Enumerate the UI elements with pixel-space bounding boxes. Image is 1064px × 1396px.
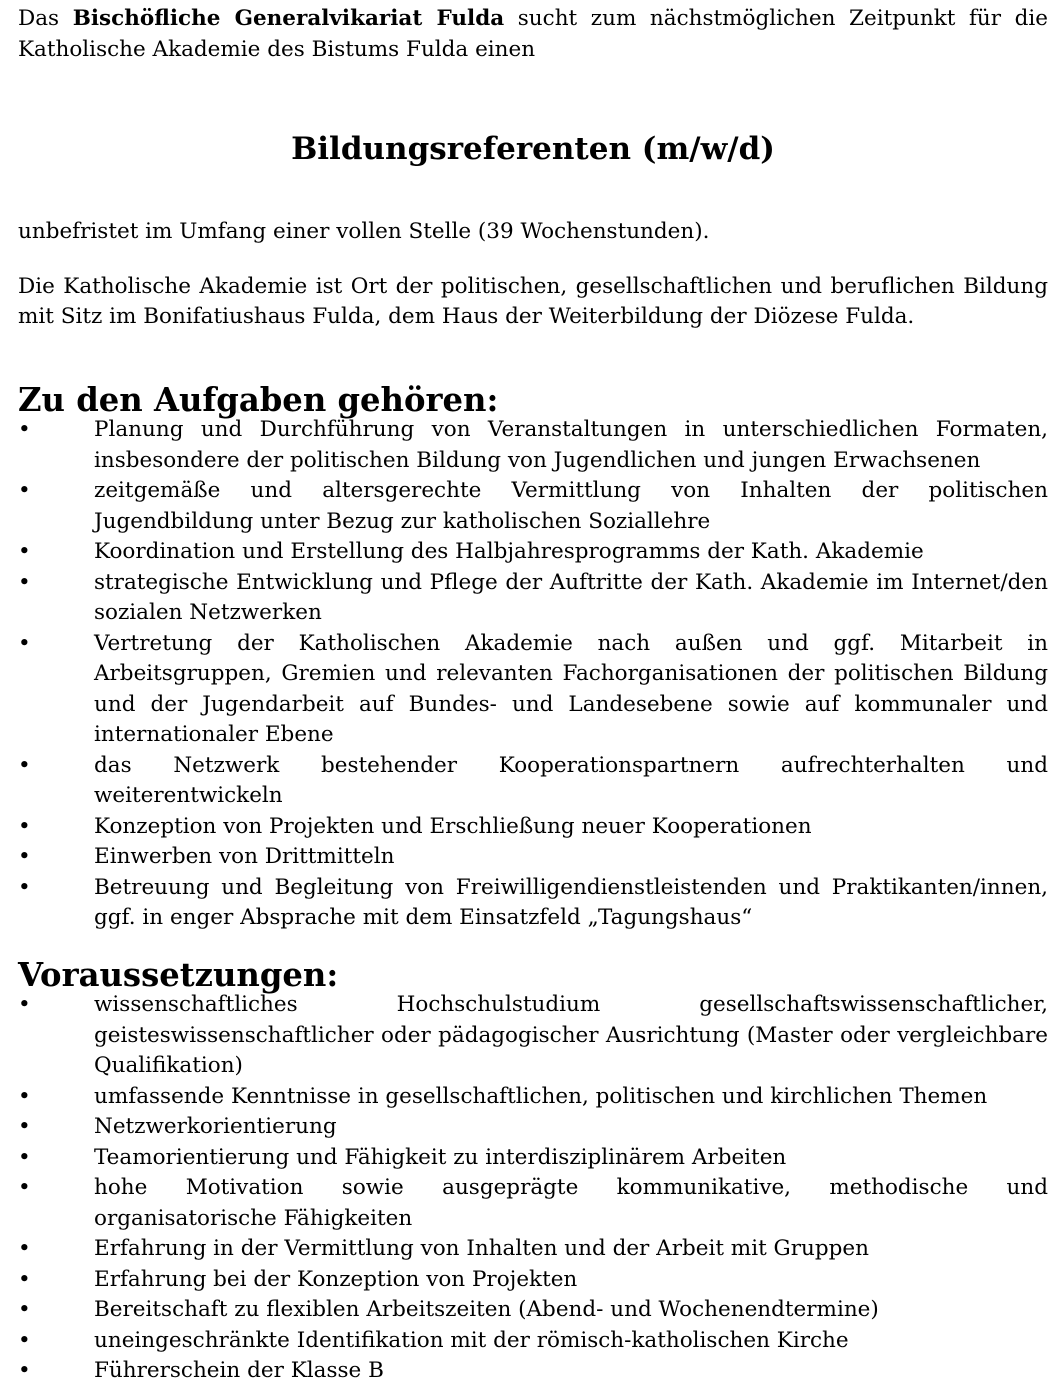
bullet-icon: •: [18, 1297, 31, 1322]
list-item: [18, 990, 1048, 1082]
list-item: [18, 812, 1048, 843]
list-item-text: Planung und Durchführung von Veranstaltungen in unterschiedlichen Formaten, insbesondere der politischen Bildung von Jugendlichen und jungen Erwachsenen: [94, 417, 1048, 473]
list-item: [18, 1082, 1048, 1113]
list-item-text: Einwerben von Drittmitteln: [94, 844, 395, 869]
list-item: [18, 415, 1048, 476]
list-item-text: umfassende Kenntnisse in gesellschaftlichen, politischen und kirchlichen Themen: [94, 1083, 988, 1109]
requirements-heading: Voraussetzungen:: [18, 955, 339, 994]
list-item: [18, 1326, 1048, 1357]
list-item-text: Betreuung und Begleitung von Freiwilligendienstleistenden und Praktikanten/innen, ggf. in enger Absprache mit dem Einsatzfeld „Tagungshaus“: [94, 874, 1048, 930]
bullet-icon: •: [18, 813, 31, 839]
bullet-icon: •: [18, 1236, 31, 1261]
tasks-list: [18, 415, 1048, 934]
bullet-icon: •: [18, 844, 31, 869]
tasks-heading: Zu den Aufgaben gehören:: [18, 380, 499, 419]
list-item: [18, 873, 1048, 934]
bullet-icon: •: [18, 992, 31, 1017]
list-item-text: strategische Entwicklung und Pflege der Auftritte der Kath. Akademie im Internet/den sozialen Netzwerken: [94, 569, 1048, 625]
list-item: [18, 629, 1048, 751]
bullet-icon: •: [18, 417, 31, 442]
list-item-text: Führerschein der Klasse B: [94, 1358, 384, 1383]
requirements-list: [18, 990, 1048, 1387]
bullet-icon: •: [18, 478, 31, 503]
intro-part1: Das: [18, 6, 73, 31]
employment-scope: unbefristet im Umfang einer vollen Stelle (39 Wochenstunden).: [18, 219, 710, 244]
list-item-text: Netzwerkorientierung: [94, 1114, 337, 1139]
bullet-icon: •: [18, 1114, 31, 1139]
list-item: [18, 1173, 1048, 1234]
list-item: [18, 1112, 1048, 1143]
bullet-icon: •: [18, 874, 31, 900]
bullet-icon: •: [18, 752, 31, 778]
bullet-icon: •: [18, 1144, 31, 1170]
list-item: [18, 1265, 1048, 1296]
list-item-text: Vertretung der Katholischen Akademie nach außen und ggf. Mitarbeit in Arbeitsgruppen, Gremien und relevanten Fachorganisationen der politischen Bildung und der Jugendarbeit auf Bundes- und Landesebene sowie auf kommunaler und internationaler Ebene: [94, 630, 1048, 747]
list-item-text: wissenschaftliches Hochschulstudium gesellschaftswissenschaftlicher, geisteswissenschaftlicher oder pädagogischer Ausrichtung (Master oder vergleichbare Qualifikation): [94, 992, 1048, 1078]
intro-text: [18, 4, 1048, 65]
list-item: [18, 842, 1048, 873]
list-item: [18, 568, 1048, 629]
list-item: [18, 1295, 1048, 1326]
list-item-text: uneingeschränkte Identifikation mit der römisch-katholischen Kirche: [94, 1327, 849, 1353]
list-item: [18, 537, 1048, 568]
academy-description: Die Katholische Akademie ist Ort der politischen, gesellschaftlichen und beruflichen Bildung mit Sitz im Bonifatiushaus Fulda, dem Haus der Weiterbildung der Diözese Fulda.: [18, 273, 1048, 329]
list-item-text: das Netzwerk bestehender Kooperationspartnern aufrechterhalten und weiterentwickeln: [94, 752, 1048, 808]
list-item-text: Erfahrung bei der Konzeption von Projekten: [94, 1266, 578, 1292]
bullet-icon: •: [18, 630, 31, 656]
list-item-text: Konzeption von Projekten und Erschließung neuer Kooperationen: [94, 813, 812, 839]
bullet-icon: •: [18, 539, 31, 564]
list-item-text: zeitgemäße und altersgerechte Vermittlung von Inhalten der politischen Jugendbildung unter Bezug zur katholischen Soziallehre: [94, 478, 1048, 534]
list-item: [18, 751, 1048, 812]
job-title: Bildungsreferenten (m/w/d): [291, 131, 775, 167]
intro-part2: sucht zum nächstmöglichen Zeitpunkt für die Katholische Akademie des Bistums Fulda einen: [18, 6, 1048, 62]
list-item-text: Teamorientierung und Fähigkeit zu interdisziplinärem Arbeiten: [94, 1144, 787, 1170]
bullet-icon: •: [18, 1358, 31, 1383]
employer-name: Bischöfliche Generalvikariat Fulda: [72, 6, 505, 31]
list-item-text: Erfahrung in der Vermittlung von Inhalten und der Arbeit mit Gruppen: [94, 1236, 869, 1261]
bullet-icon: •: [18, 1175, 31, 1200]
list-item: [18, 476, 1048, 537]
bullet-icon: •: [18, 1327, 31, 1353]
list-item-text: Koordination und Erstellung des Halbjahresprogramms der Kath. Akademie: [94, 539, 924, 564]
bullet-icon: •: [18, 1083, 31, 1109]
list-item: [18, 1356, 1048, 1387]
bullet-icon: •: [18, 569, 31, 595]
list-item-text: hohe Motivation sowie ausgeprägte kommunikative, methodische und organisatorische Fähigkeiten: [94, 1175, 1048, 1231]
bullet-icon: •: [18, 1266, 31, 1292]
list-item: [18, 1234, 1048, 1265]
list-item: [18, 1143, 1048, 1174]
list-item-text: Bereitschaft zu flexiblen Arbeitszeiten (Abend- und Wochenendtermine): [94, 1297, 879, 1322]
